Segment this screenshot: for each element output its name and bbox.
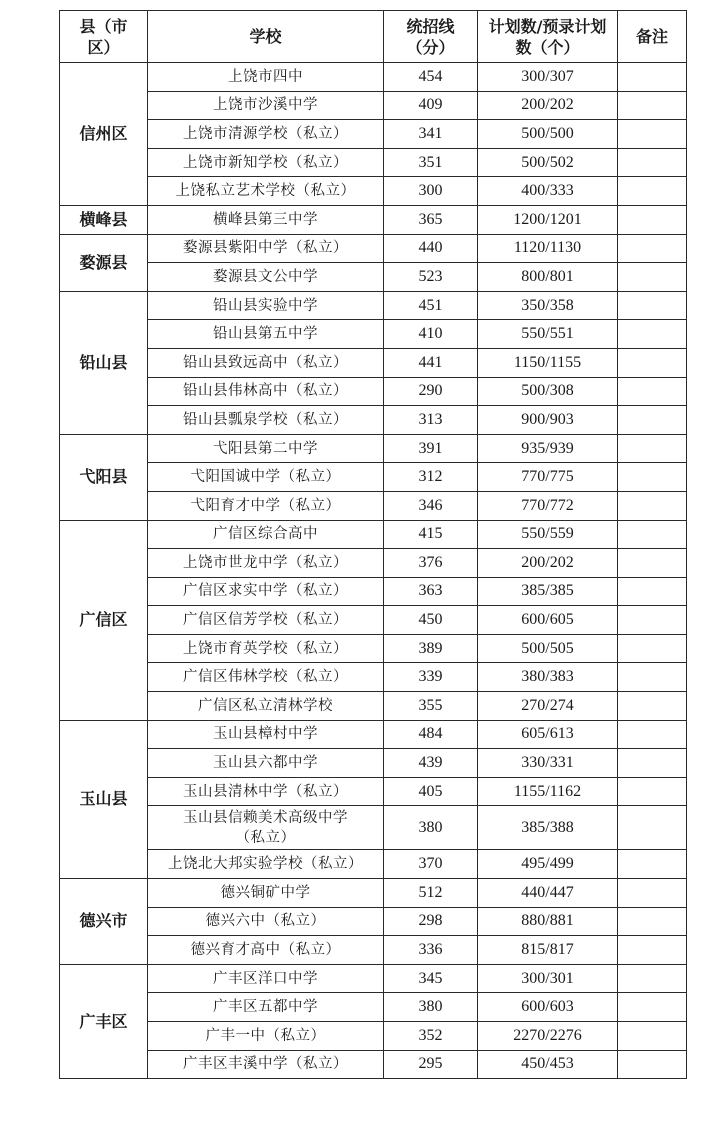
county-cell: 广丰区 — [60, 964, 148, 1078]
plan-cell: 200/202 — [478, 549, 618, 578]
score-cell: 339 — [384, 663, 478, 692]
header-note: 备注 — [618, 11, 687, 63]
plan-cell: 500/502 — [478, 148, 618, 177]
header-school: 学校 — [148, 11, 384, 63]
note-cell — [618, 177, 687, 206]
county-cell: 玉山县 — [60, 720, 148, 878]
plan-cell: 550/551 — [478, 320, 618, 349]
plan-cell: 380/383 — [478, 663, 618, 692]
header-score: 统招线（分） — [384, 11, 478, 63]
school-cell: 玉山县清林中学（私立） — [148, 777, 384, 806]
county-cell: 德兴市 — [60, 879, 148, 965]
county-cell: 信州区 — [60, 63, 148, 206]
plan-cell: 550/559 — [478, 520, 618, 549]
table-row — [60, 663, 687, 692]
score-cell: 389 — [384, 634, 478, 663]
note-cell — [618, 964, 687, 993]
school-cell: 铅山县伟林高中（私立） — [148, 377, 384, 406]
score-cell: 512 — [384, 879, 478, 908]
score-cell: 313 — [384, 406, 478, 435]
plan-cell: 1200/1201 — [478, 205, 618, 234]
school-cell: 铅山县第五中学 — [148, 320, 384, 349]
school-cell: 弋阳国诚中学（私立） — [148, 463, 384, 492]
note-cell — [618, 377, 687, 406]
note-cell — [618, 320, 687, 349]
note-cell — [618, 850, 687, 879]
plan-cell: 770/772 — [478, 491, 618, 520]
table-row — [60, 879, 687, 908]
county-cell: 铅山县 — [60, 291, 148, 434]
school-cell: 上饶北大邦实验学校（私立） — [148, 850, 384, 879]
plan-cell: 500/308 — [478, 377, 618, 406]
county-cell: 婺源县 — [60, 234, 148, 291]
score-cell: 410 — [384, 320, 478, 349]
table-row — [60, 634, 687, 663]
note-cell — [618, 577, 687, 606]
school-cell: 广信区伟林学校（私立） — [148, 663, 384, 692]
score-cell: 300 — [384, 177, 478, 206]
table-row — [60, 850, 687, 879]
table-row — [60, 1050, 687, 1079]
note-cell — [618, 205, 687, 234]
table-row — [60, 907, 687, 936]
table-row — [60, 692, 687, 721]
note-cell — [618, 720, 687, 749]
note-cell — [618, 806, 687, 850]
table-row — [60, 291, 687, 320]
table-row — [60, 491, 687, 520]
school-cell: 上饶市新知学校（私立） — [148, 148, 384, 177]
table-row — [60, 205, 687, 234]
school-cell: 德兴铜矿中学 — [148, 879, 384, 908]
school-cell: 广丰区丰溪中学（私立） — [148, 1050, 384, 1079]
plan-cell: 900/903 — [478, 406, 618, 435]
plan-cell: 385/385 — [478, 577, 618, 606]
note-cell — [618, 777, 687, 806]
plan-cell: 440/447 — [478, 879, 618, 908]
table-row — [60, 520, 687, 549]
plan-cell: 600/605 — [478, 606, 618, 635]
score-cell: 290 — [384, 377, 478, 406]
note-cell — [618, 520, 687, 549]
table-row — [60, 993, 687, 1022]
score-cell: 450 — [384, 606, 478, 635]
note-cell — [618, 692, 687, 721]
plan-cell: 300/307 — [478, 63, 618, 92]
table-row — [60, 263, 687, 292]
score-cell: 351 — [384, 148, 478, 177]
school-cell: 婺源县紫阳中学（私立） — [148, 234, 384, 263]
note-cell — [618, 749, 687, 778]
score-cell: 380 — [384, 993, 478, 1022]
score-cell: 454 — [384, 63, 478, 92]
plan-cell: 880/881 — [478, 907, 618, 936]
score-cell: 345 — [384, 964, 478, 993]
score-cell: 346 — [384, 491, 478, 520]
plan-cell: 800/801 — [478, 263, 618, 292]
plan-cell: 1150/1155 — [478, 348, 618, 377]
note-cell — [618, 434, 687, 463]
table-row — [60, 720, 687, 749]
score-cell: 370 — [384, 850, 478, 879]
table-row — [60, 406, 687, 435]
note-cell — [618, 463, 687, 492]
table-row — [60, 320, 687, 349]
note-cell — [618, 148, 687, 177]
plan-cell: 2270/2276 — [478, 1022, 618, 1051]
note-cell — [618, 879, 687, 908]
note-cell — [618, 91, 687, 120]
score-cell: 336 — [384, 936, 478, 965]
school-cell: 铅山县致远高中（私立） — [148, 348, 384, 377]
score-cell: 295 — [384, 1050, 478, 1079]
plan-cell: 500/505 — [478, 634, 618, 663]
table-row — [60, 1022, 687, 1051]
plan-cell: 605/613 — [478, 720, 618, 749]
plan-cell: 495/499 — [478, 850, 618, 879]
note-cell — [618, 491, 687, 520]
school-cell: 广丰区五都中学 — [148, 993, 384, 1022]
plan-cell: 400/333 — [478, 177, 618, 206]
table-row — [60, 120, 687, 149]
header-county: 县（市区） — [60, 11, 148, 63]
table-row — [60, 806, 687, 850]
score-cell: 380 — [384, 806, 478, 850]
table-row — [60, 148, 687, 177]
score-cell: 363 — [384, 577, 478, 606]
school-cell: 广信区私立清林学校 — [148, 692, 384, 721]
table-row — [60, 749, 687, 778]
score-cell: 376 — [384, 549, 478, 578]
school-cell: 上饶市世龙中学（私立） — [148, 549, 384, 578]
school-cell: 上饶市育英学校（私立） — [148, 634, 384, 663]
school-cell: 横峰县第三中学 — [148, 205, 384, 234]
school-cell: 上饶市沙溪中学 — [148, 91, 384, 120]
table-row — [60, 964, 687, 993]
score-cell: 405 — [384, 777, 478, 806]
school-cell: 广丰一中（私立） — [148, 1022, 384, 1051]
table-row — [60, 377, 687, 406]
table-row — [60, 348, 687, 377]
plan-cell: 350/358 — [478, 291, 618, 320]
plan-cell: 300/301 — [478, 964, 618, 993]
score-cell: 298 — [384, 907, 478, 936]
table-row — [60, 434, 687, 463]
score-cell: 439 — [384, 749, 478, 778]
score-cell: 409 — [384, 91, 478, 120]
table-row — [60, 936, 687, 965]
note-cell — [618, 234, 687, 263]
score-cell: 352 — [384, 1022, 478, 1051]
score-cell: 415 — [384, 520, 478, 549]
school-cell: 上饶私立艺术学校（私立） — [148, 177, 384, 206]
note-cell — [618, 348, 687, 377]
county-cell: 横峰县 — [60, 205, 148, 234]
school-cell: 铅山县瓢泉学校（私立） — [148, 406, 384, 435]
table-row — [60, 234, 687, 263]
school-cell: 弋阳育才中学（私立） — [148, 491, 384, 520]
table-row — [60, 463, 687, 492]
county-cell: 弋阳县 — [60, 434, 148, 520]
note-cell — [618, 907, 687, 936]
school-cell: 婺源县文公中学 — [148, 263, 384, 292]
plan-cell: 450/453 — [478, 1050, 618, 1079]
table-header-row — [60, 11, 687, 63]
plan-cell: 1155/1162 — [478, 777, 618, 806]
school-cell: 广丰区洋口中学 — [148, 964, 384, 993]
score-cell: 341 — [384, 120, 478, 149]
plan-cell: 600/603 — [478, 993, 618, 1022]
note-cell — [618, 1050, 687, 1079]
plan-cell: 200/202 — [478, 91, 618, 120]
note-cell — [618, 663, 687, 692]
table-row — [60, 777, 687, 806]
plan-cell: 770/775 — [478, 463, 618, 492]
score-cell: 484 — [384, 720, 478, 749]
score-cell: 441 — [384, 348, 478, 377]
school-cell: 玉山县樟村中学 — [148, 720, 384, 749]
header-plan: 计划数/预录计划数（个） — [478, 11, 618, 63]
score-cell: 365 — [384, 205, 478, 234]
score-cell: 312 — [384, 463, 478, 492]
school-cell: 玉山县信赖美术高级中学（私立） — [148, 806, 384, 850]
table-row — [60, 63, 687, 92]
school-cell: 玉山县六都中学 — [148, 749, 384, 778]
score-cell: 440 — [384, 234, 478, 263]
note-cell — [618, 549, 687, 578]
table-row — [60, 177, 687, 206]
school-cell: 上饶市四中 — [148, 63, 384, 92]
admission-table — [59, 10, 687, 1079]
table-row — [60, 91, 687, 120]
score-cell: 355 — [384, 692, 478, 721]
county-cell: 广信区 — [60, 520, 148, 720]
school-cell: 铅山县实验中学 — [148, 291, 384, 320]
plan-cell: 935/939 — [478, 434, 618, 463]
school-cell: 广信区信芳学校（私立） — [148, 606, 384, 635]
note-cell — [618, 291, 687, 320]
plan-cell: 270/274 — [478, 692, 618, 721]
plan-cell: 500/500 — [478, 120, 618, 149]
plan-cell: 385/388 — [478, 806, 618, 850]
plan-cell: 815/817 — [478, 936, 618, 965]
note-cell — [618, 606, 687, 635]
table-row — [60, 549, 687, 578]
plan-cell: 330/331 — [478, 749, 618, 778]
school-cell: 弋阳县第二中学 — [148, 434, 384, 463]
school-cell: 广信区求实中学（私立） — [148, 577, 384, 606]
plan-cell: 1120/1130 — [478, 234, 618, 263]
score-cell: 391 — [384, 434, 478, 463]
note-cell — [618, 120, 687, 149]
table-row — [60, 577, 687, 606]
note-cell — [618, 993, 687, 1022]
note-cell — [618, 406, 687, 435]
note-cell — [618, 634, 687, 663]
score-cell: 523 — [384, 263, 478, 292]
table-row — [60, 606, 687, 635]
school-cell: 广信区综合高中 — [148, 520, 384, 549]
note-cell — [618, 936, 687, 965]
school-cell: 德兴育才高中（私立） — [148, 936, 384, 965]
note-cell — [618, 63, 687, 92]
school-cell: 上饶市清源学校（私立） — [148, 120, 384, 149]
score-cell: 451 — [384, 291, 478, 320]
school-cell: 德兴六中（私立） — [148, 907, 384, 936]
note-cell — [618, 263, 687, 292]
note-cell — [618, 1022, 687, 1051]
